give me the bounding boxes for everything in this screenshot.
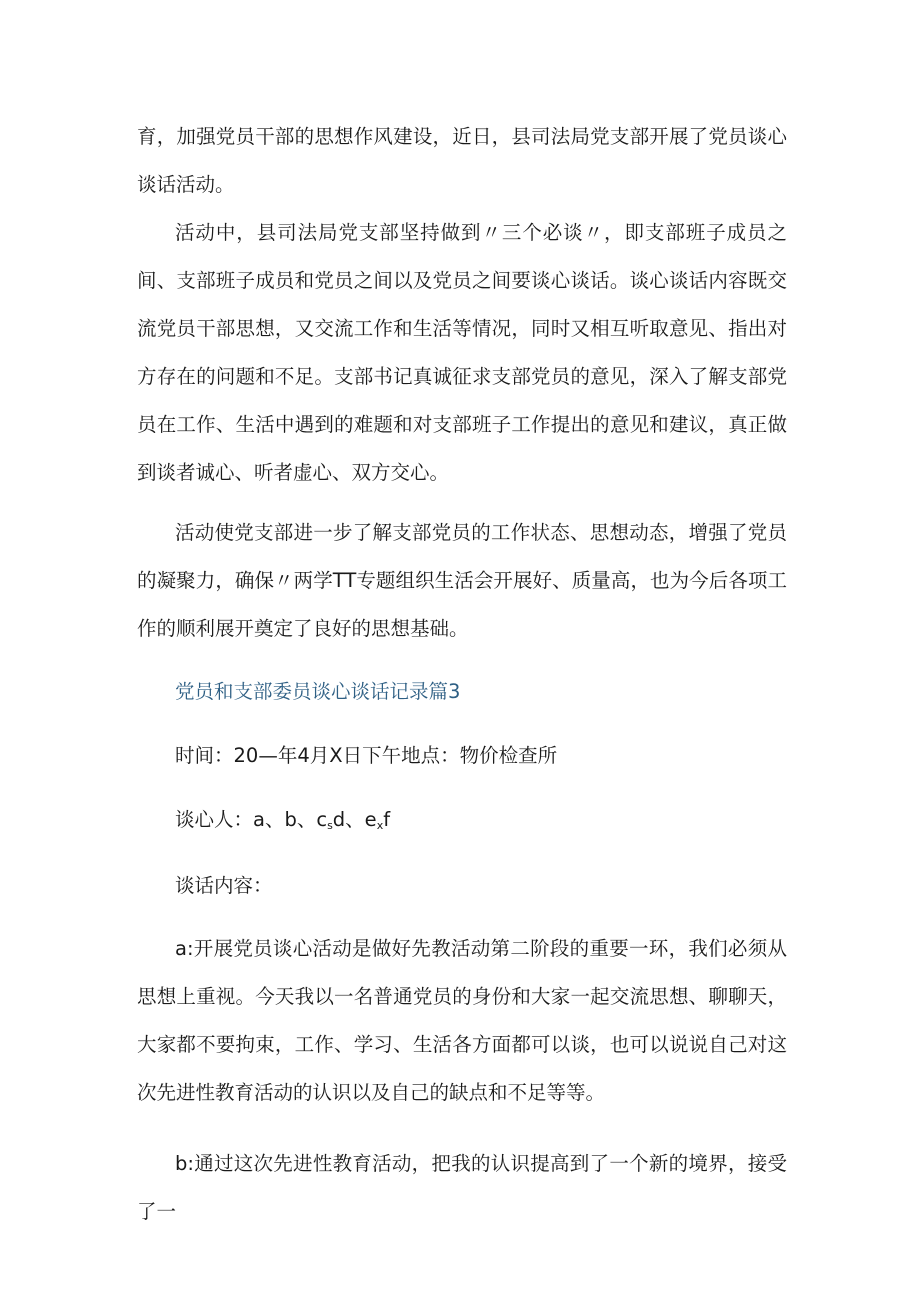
talkers-subscript-2: x [376, 819, 384, 832]
content-label: 谈话内容： [175, 874, 273, 897]
section-heading: 党员和支部委员谈心谈话记录篇3 [175, 680, 461, 703]
speaker-a-statement: a:开展党员谈心活动是做好先教活动第二阶段的重要一环，我们必须从思想上重视。今天我以一名普通党员的身份和大家一起交流思想、聊聊天，大家都不要拘束，工作、学习、生活各方面都可以谈，也可以说说自己对这次先进性教育活动的认识以及自己的缺点和不足等等。 [137, 937, 787, 1104]
talkers-suffix: f [383, 808, 391, 831]
speaker-b-statement: b:通过这次先进性教育活动，把我的认识提高到了一个新的境界，接受了一 [137, 1152, 787, 1223]
talkers-line [175, 805, 390, 841]
talkers-middle: d、e [332, 808, 377, 831]
paragraph-activity-result: 活动使党支部进一步了解支部党员的工作状态、思想动态，增强了党员的凝聚力，确保〃两学TT专题组织生活会开展好、质量高，也为今后各项工作的顺利展开奠定了良好的思想基础。 [137, 521, 787, 640]
paragraph-intro-continuation: 育，加强党员干部的思想作风建设，近日，县司法局党支部开展了党员谈心谈话活动。 [137, 125, 787, 196]
talkers-subscript-1: s [327, 819, 333, 832]
paragraph-activity-description: 活动中，县司法局党支部坚持做到〃三个必谈〃，即支部班子成员之间、支部班子成员和党员之间以及党员之间要谈心谈话。谈心谈话内容既交流党员干部思想，又交流工作和生活等情况，同时又相互听取意见、指出对方存在的问题和不足。支部书记真诚征求支部党员的意见，深入了解支部党员在工作、生活中遇到的难题和对支部班子工作提出的意见和建议，真正做到谈者诚心、听者虚心、双方交心。 [137, 221, 787, 484]
talkers-prefix: 谈心人：a、b、c [175, 808, 328, 831]
time-location-line: 时间：20—年4月X日下午地点：物价检查所 [175, 744, 558, 767]
